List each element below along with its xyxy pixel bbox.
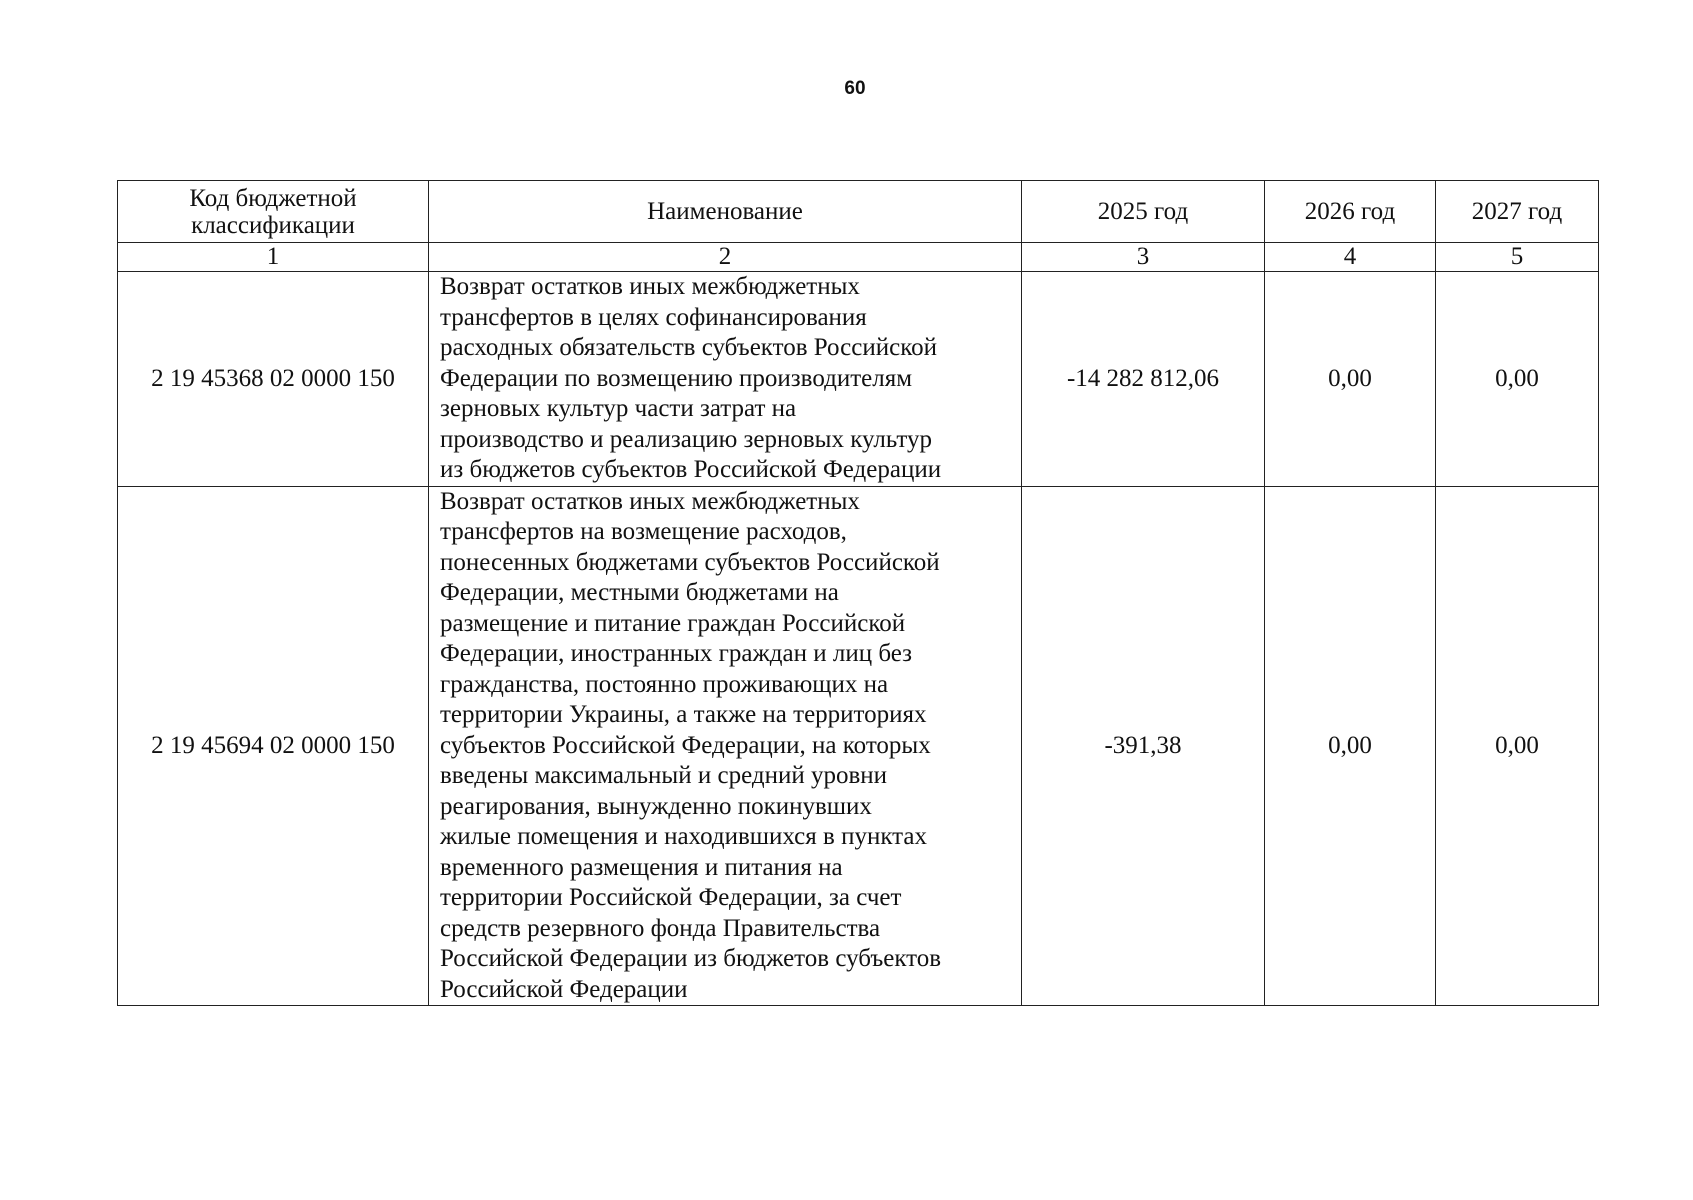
column-number: 1 [118,243,429,272]
table-row [118,272,1599,487]
column-number: 3 [1022,243,1265,272]
budget-code-cell: 2 19 45368 02 0000 150 [118,272,429,487]
header-name: Наименование [429,181,1022,243]
description-cell: Возврат остатков иных межбюджетных трансфертов в целях софинансирования расходных обязательств субъектов Российской Федерации по возмещению производителям зерновых культур части затрат на производство и реализацию зерновых культур из бюджетов субъектов Российской Федерации [429,272,1022,487]
table-row [118,486,1599,1006]
amount-2026-cell: 0,00 [1265,486,1436,1006]
budget-code-cell: 2 19 45694 02 0000 150 [118,486,429,1006]
amount-2027-cell: 0,00 [1436,486,1599,1006]
column-number-row [118,243,1599,272]
page-number: 60 [844,78,866,99]
amount-2027-cell: 0,00 [1436,272,1599,487]
header-2026: 2026 год [1265,181,1436,243]
description-cell: Возврат остатков иных межбюджетных трансфертов на возмещение расходов, понесенных бюджетами субъектов Российской Федерации, местными бюджетами на размещение и питание граждан Российской Федерации, иностранных граждан и лиц без гражданства, постоянно проживающих на территории Украины, а также на территориях субъектов Российской Федерации, на которых введены максимальный и средний уровни реагирования, вынужденно покинувших жилые помещения и находившихся в пунктах временного размещения и питания на территории Российской Федерации, за счет средств резервного фонда Правительства Российской Федерации из бюджетов субъектов Российской Федерации [429,486,1022,1006]
budget-table [117,180,1599,1006]
header-2027: 2027 год [1436,181,1599,243]
amount-2025-cell: -391,38 [1022,486,1265,1006]
amount-2026-cell: 0,00 [1265,272,1436,487]
column-number: 4 [1265,243,1436,272]
table-header-row [118,181,1599,243]
header-2025: 2025 год [1022,181,1265,243]
amount-2025-cell: -14 282 812,06 [1022,272,1265,487]
column-number: 2 [429,243,1022,272]
header-code: Код бюджетной классификации [118,181,429,243]
column-number: 5 [1436,243,1599,272]
